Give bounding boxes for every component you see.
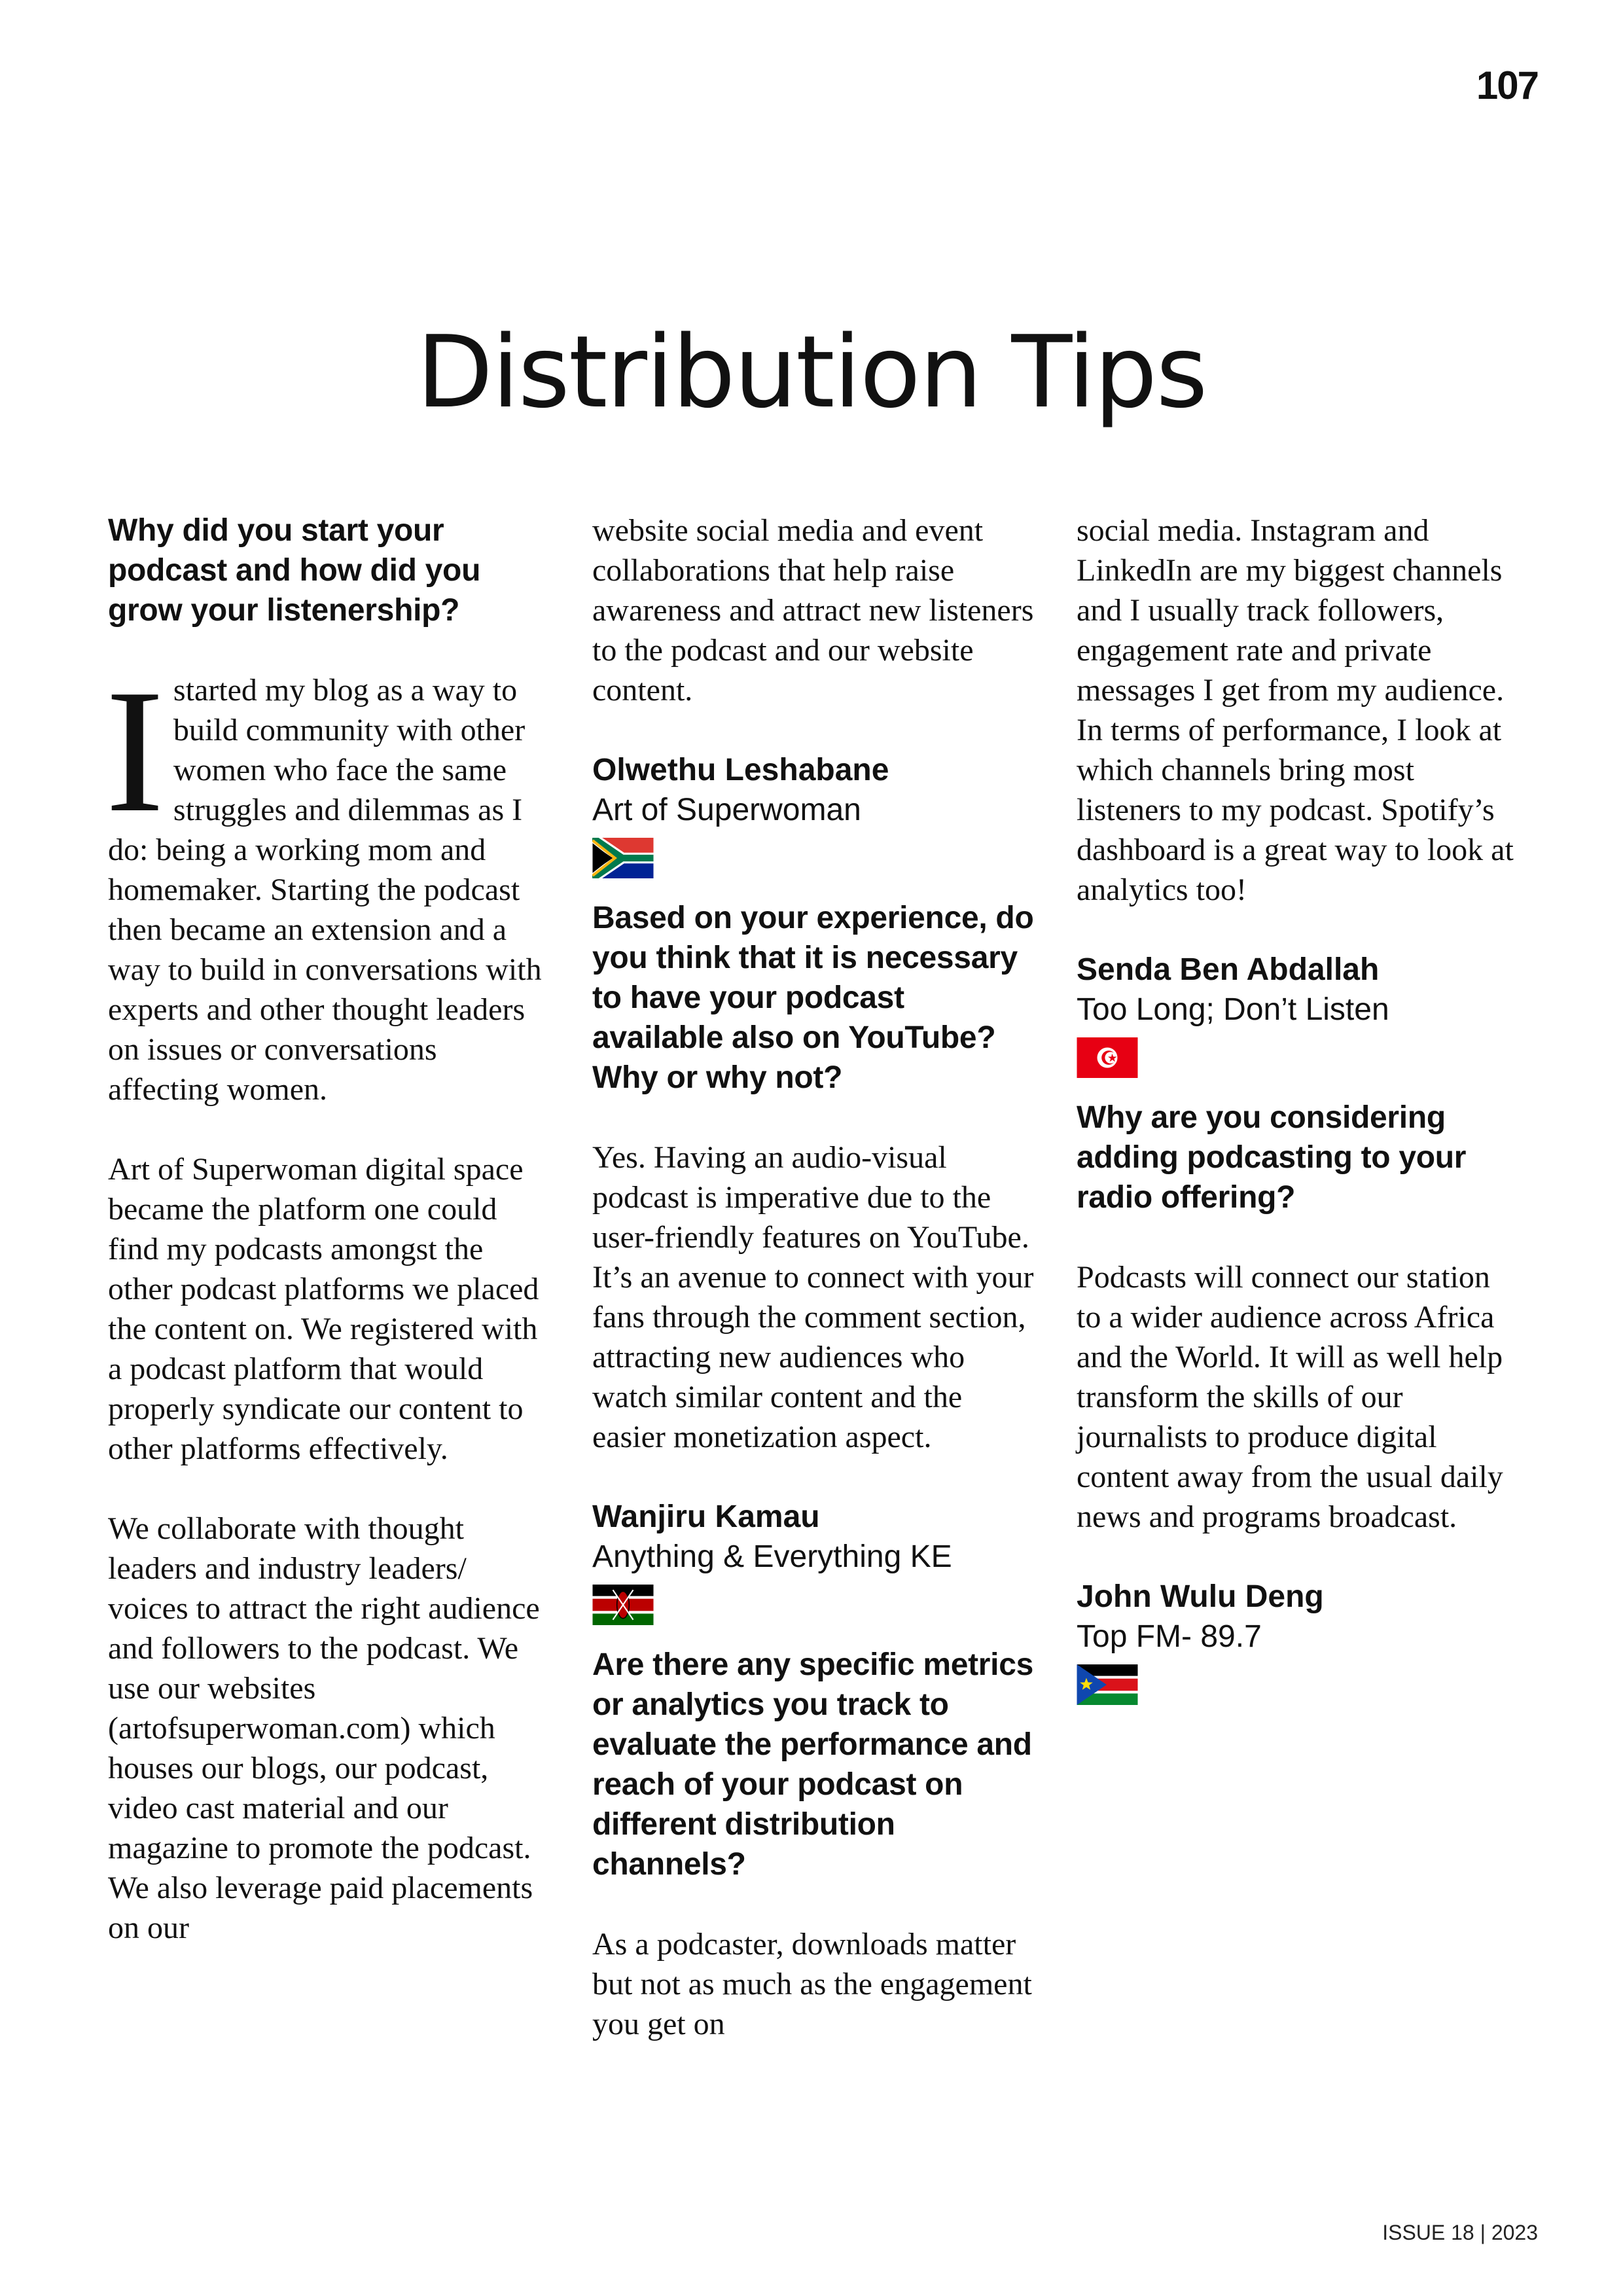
answer-1-paragraph-3: We collaborate with thought leaders and industry leaders/ voices to attract the right audience and followers to the podcast. We use our websites (artofsuperwoman.com) which houses our blogs, our podcast, video cast material and our magazine to promote the podcast. We also leverage paid placements on our: [108, 1511, 540, 1945]
answer-3-continuation: social media. Instagram and LinkedIn are my biggest channels and I usually track followers, engagement rate and private messages I get from my audience. In terms of performance, I look at which channels bring most listeners to my podcast. Spotify’s dashboard is a great way to look at analytics too!: [1077, 513, 1514, 907]
column-1: [105, 511, 553, 1948]
podcast-name: Art of Superwoman: [592, 793, 861, 827]
issue-footer: ISSUE 18 | 2023: [1382, 2221, 1538, 2244]
kenya-flag-icon: [592, 1585, 654, 1625]
answer-1-paragraph-1-text: started my blog as a way to build community with other women who face the same struggles and dilemmas as I do: being a working mom and homemaker. Starting the podcast then became an extension and a way to build in conversations with experts and other thought leaders on issues or conversations affecting women.: [108, 673, 542, 1107]
answer-3: As a podcaster, downloads matter but not as much as the engagement you get on: [592, 1927, 1032, 2041]
page-title: Distribution Tips: [416, 314, 1207, 430]
podcast-name: Top FM- 89.7: [1077, 1619, 1262, 1654]
drop-cap: I: [105, 653, 164, 849]
question-1: Why did you start your podcast and how did you grow your listenership?: [108, 513, 481, 628]
answer-2: Yes. Having an audio-visual podcast is imperative due to the user-friendly features on YouTube. It’s an avenue to connect with your fans through the comment section, attracting new audiences who watch similar content and the easier monetization aspect.: [592, 1140, 1034, 1454]
interviewee-name: John Wulu Deng: [1077, 1579, 1324, 1614]
column-3: [1077, 511, 1522, 1705]
question-3: Are there any specific metrics or analytics you track to evaluate the performance and reach of your podcast on different distribution channels?: [592, 1647, 1033, 1882]
column-2: [592, 511, 1037, 2044]
interviewee-name: Wanjiru Kamau: [592, 1499, 820, 1534]
answer-1-paragraph-1: [105, 653, 553, 1109]
tunisia-flag-icon: [1077, 1037, 1138, 1078]
interviewee-name: Olwethu Leshabane: [592, 753, 889, 787]
podcast-name: Too Long; Don’t Listen: [1077, 992, 1389, 1027]
question-2: Based on your experience, do you think that it is necessary to have your podcast available also on YouTube? Why or why not?: [592, 901, 1034, 1095]
answer-1-paragraph-2: Art of Superwoman digital space became the platform one could find my podcasts amongst the other podcast platforms we placed the content on. We registered with a podcast platform that would properly syndicate our content to other platforms effectively.: [108, 1152, 539, 1466]
south-africa-flag-icon: [592, 838, 654, 878]
answer-4: Podcasts will connect our station to a wider audience across Africa and the World. It will as well help transform the skills of our journalists to produce digital content away from the usual daily news and programs broadcast.: [1077, 1260, 1503, 1534]
question-4: Why are you considering adding podcasting to your radio offering?: [1077, 1100, 1467, 1215]
podcast-name: Anything & Everything KE: [592, 1539, 952, 1574]
page-number: 107: [1476, 63, 1538, 107]
interviewee-name: Senda Ben Abdallah: [1077, 952, 1380, 987]
south-sudan-flag-icon: [1077, 1664, 1138, 1705]
answer-1-continuation: website social media and event collaborations that help raise awareness and attract new listeners to the podcast and our website content.: [592, 513, 1034, 708]
